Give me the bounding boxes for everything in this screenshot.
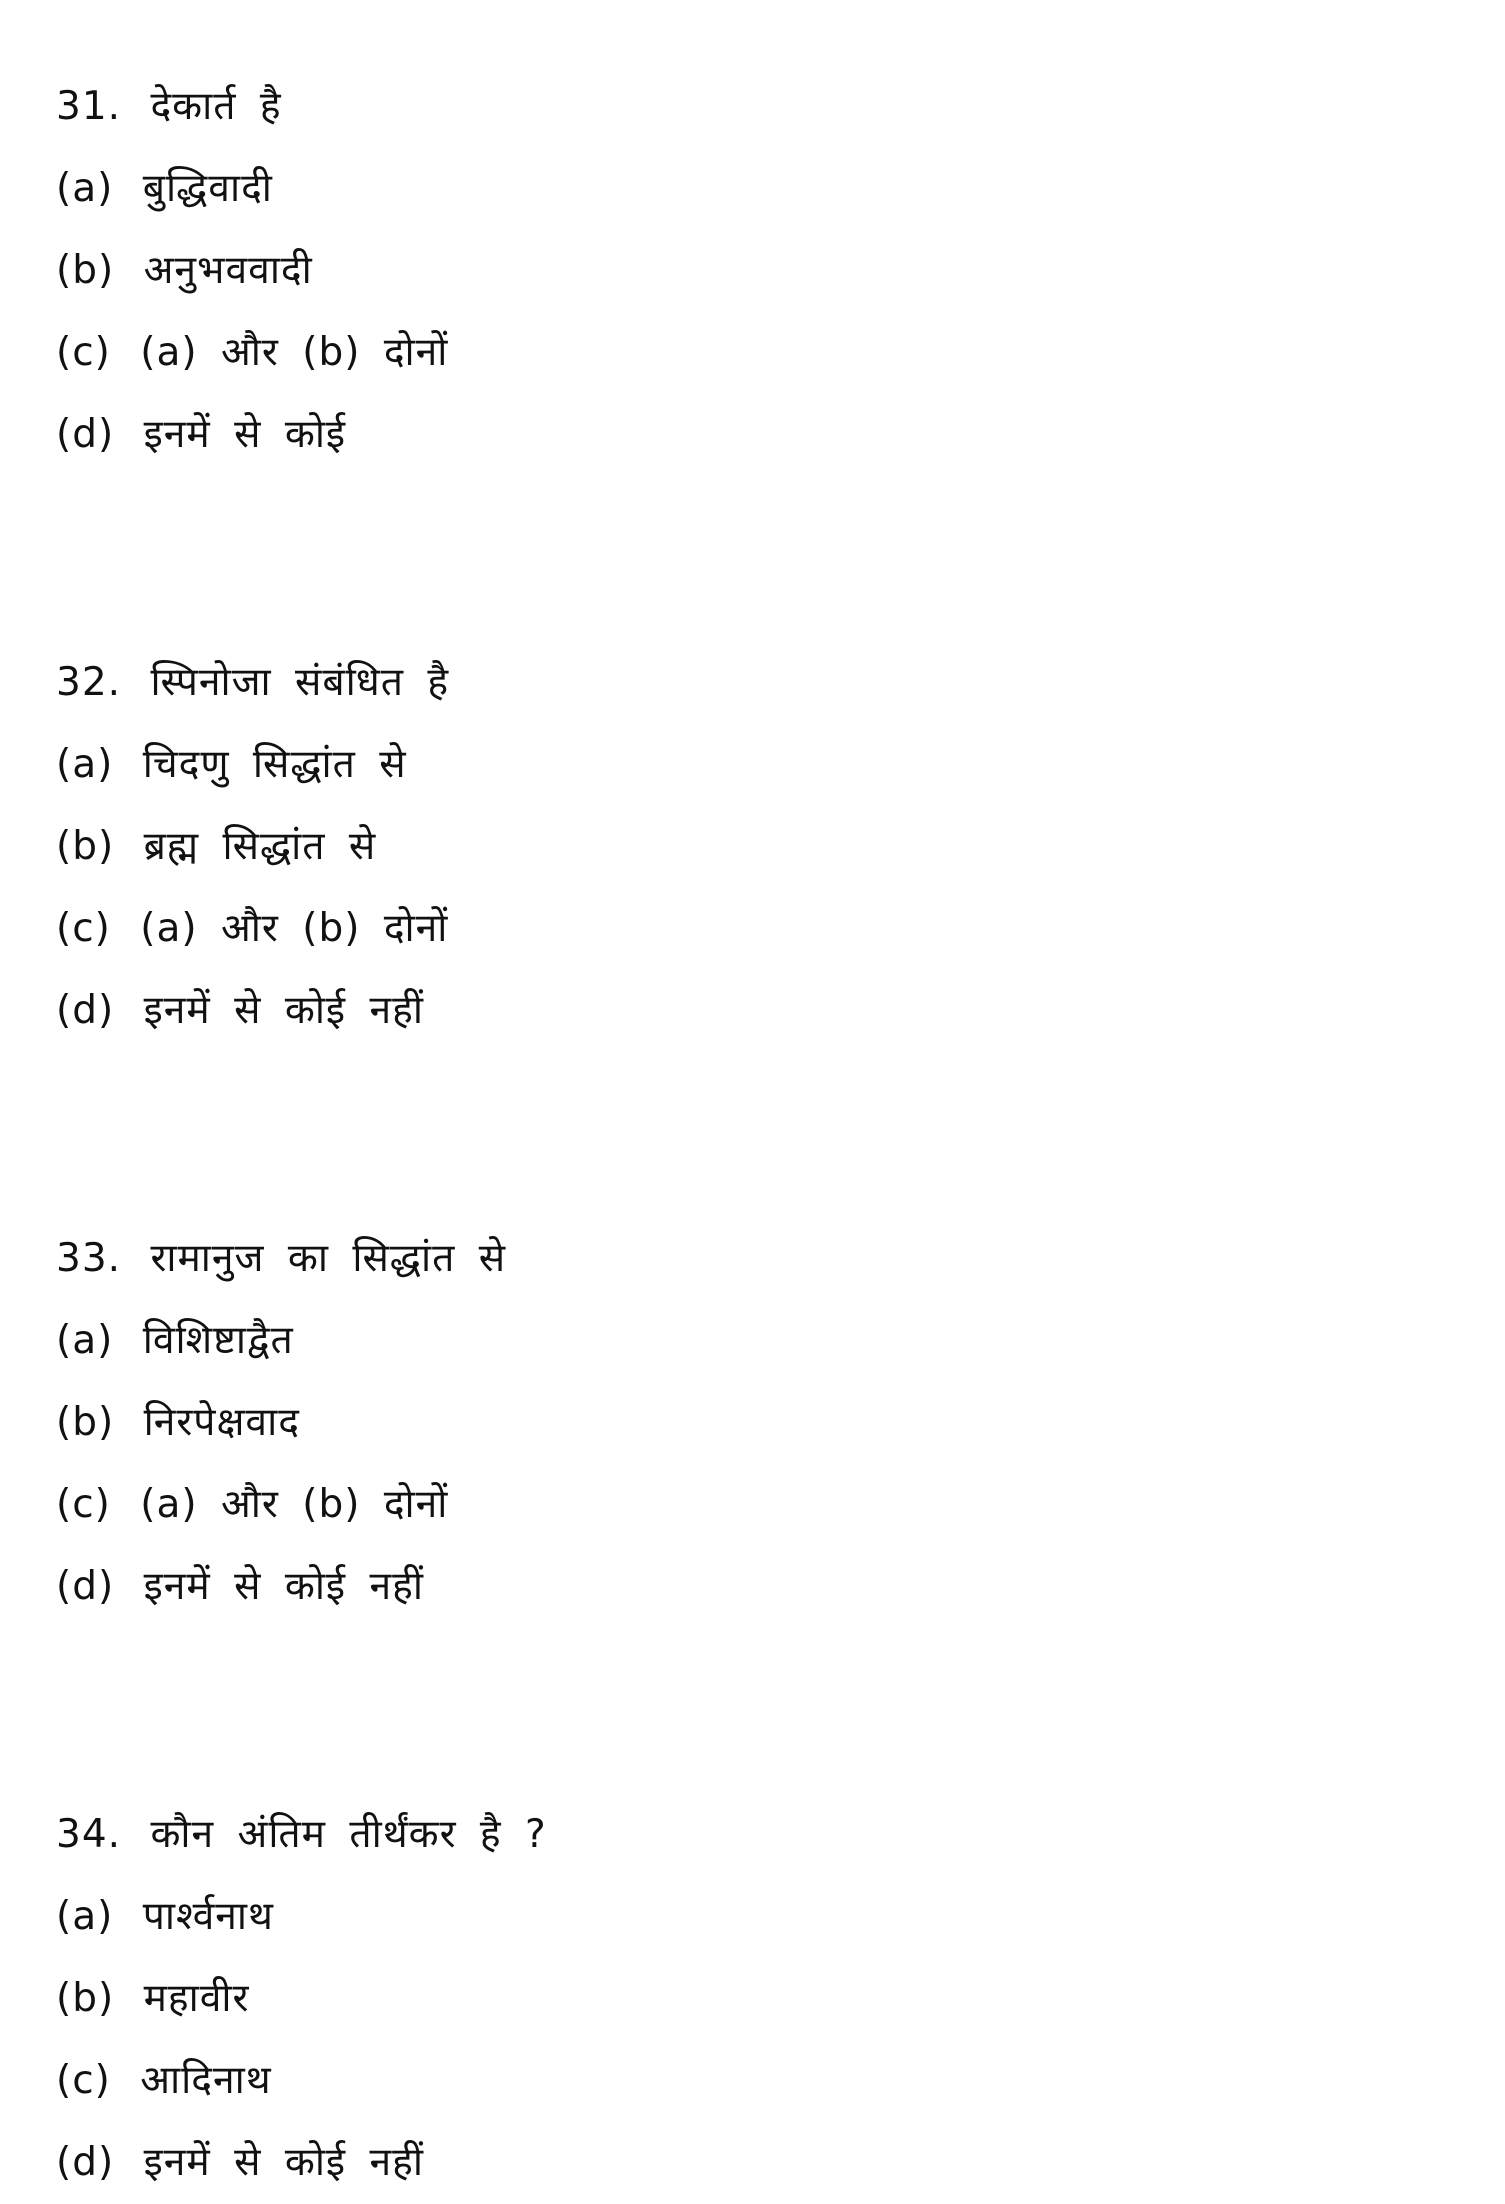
- option-text: (a) और (b) दोनों: [140, 1482, 449, 1527]
- option-text: निरपेक्षवाद: [143, 1400, 300, 1445]
- option-a: [56, 1300, 1456, 1382]
- option-a: [56, 724, 1456, 806]
- option-text: चिदणु सिद्धांत से: [142, 742, 407, 787]
- question-sheet: [56, 66, 1456, 2204]
- question-34: [56, 1794, 1456, 2204]
- option-text: इनमें से कोई नहीं: [143, 988, 424, 1033]
- option-label: (d): [56, 1564, 115, 1609]
- option-text: आदिनाथ: [140, 2058, 272, 2103]
- option-label: (b): [56, 1976, 115, 2021]
- option-d: [56, 2122, 1456, 2204]
- option-label: (c): [56, 330, 111, 375]
- option-text: (a) और (b) दोनों: [140, 330, 449, 375]
- option-text: इनमें से कोई: [143, 412, 347, 457]
- option-label: (d): [56, 988, 115, 1033]
- question-number: 31.: [56, 84, 122, 129]
- question-31-stem: [56, 66, 1456, 148]
- option-b: [56, 1958, 1456, 2040]
- question-32: [56, 642, 1456, 1052]
- question-32-stem: [56, 642, 1456, 724]
- option-text: ब्रह्म सिद्धांत से: [143, 824, 377, 869]
- option-label: (a): [56, 1318, 114, 1363]
- question-33: [56, 1218, 1456, 1628]
- option-label: (a): [56, 742, 114, 787]
- option-text: बुद्धिवादी: [142, 166, 273, 211]
- option-label: (d): [56, 2140, 115, 2185]
- option-b: [56, 806, 1456, 888]
- option-label: (a): [56, 1894, 114, 1939]
- option-b: [56, 230, 1456, 312]
- question-number: 34.: [56, 1812, 122, 1857]
- question-number: 32.: [56, 660, 122, 705]
- question-33-stem: [56, 1218, 1456, 1300]
- option-c: [56, 1464, 1456, 1546]
- option-d: [56, 1546, 1456, 1628]
- question-text: स्पिनोजा संबंधित है: [150, 660, 450, 705]
- option-text: (a) और (b) दोनों: [140, 906, 449, 951]
- option-label: (d): [56, 412, 115, 457]
- option-b: [56, 1382, 1456, 1464]
- option-text: विशिष्टाद्वैत: [142, 1318, 294, 1363]
- question-text: कौन अंतिम तीर्थंकर है ?: [150, 1812, 547, 1857]
- option-text: इनमें से कोई नहीं: [143, 2140, 424, 2185]
- question-34-stem: [56, 1794, 1456, 1876]
- option-text: पार्श्वनाथ: [142, 1894, 274, 1939]
- option-a: [56, 1876, 1456, 1958]
- question-31: [56, 66, 1456, 476]
- option-label: (a): [56, 166, 114, 211]
- option-c: [56, 888, 1456, 970]
- option-text: महावीर: [143, 1976, 250, 2021]
- question-text: रामानुज का सिद्धांत से: [150, 1236, 507, 1281]
- question-number: 33.: [56, 1236, 122, 1281]
- option-label: (b): [56, 248, 115, 293]
- option-label: (b): [56, 824, 115, 869]
- option-c: [56, 2040, 1456, 2122]
- option-label: (b): [56, 1400, 115, 1445]
- option-d: [56, 394, 1456, 476]
- option-d: [56, 970, 1456, 1052]
- option-c: [56, 312, 1456, 394]
- question-text: देकार्त है: [150, 84, 282, 129]
- option-a: [56, 148, 1456, 230]
- option-text: अनुभववादी: [143, 248, 313, 293]
- option-label: (c): [56, 1482, 111, 1527]
- option-label: (c): [56, 2058, 111, 2103]
- option-text: इनमें से कोई नहीं: [143, 1564, 424, 1609]
- option-label: (c): [56, 906, 111, 951]
